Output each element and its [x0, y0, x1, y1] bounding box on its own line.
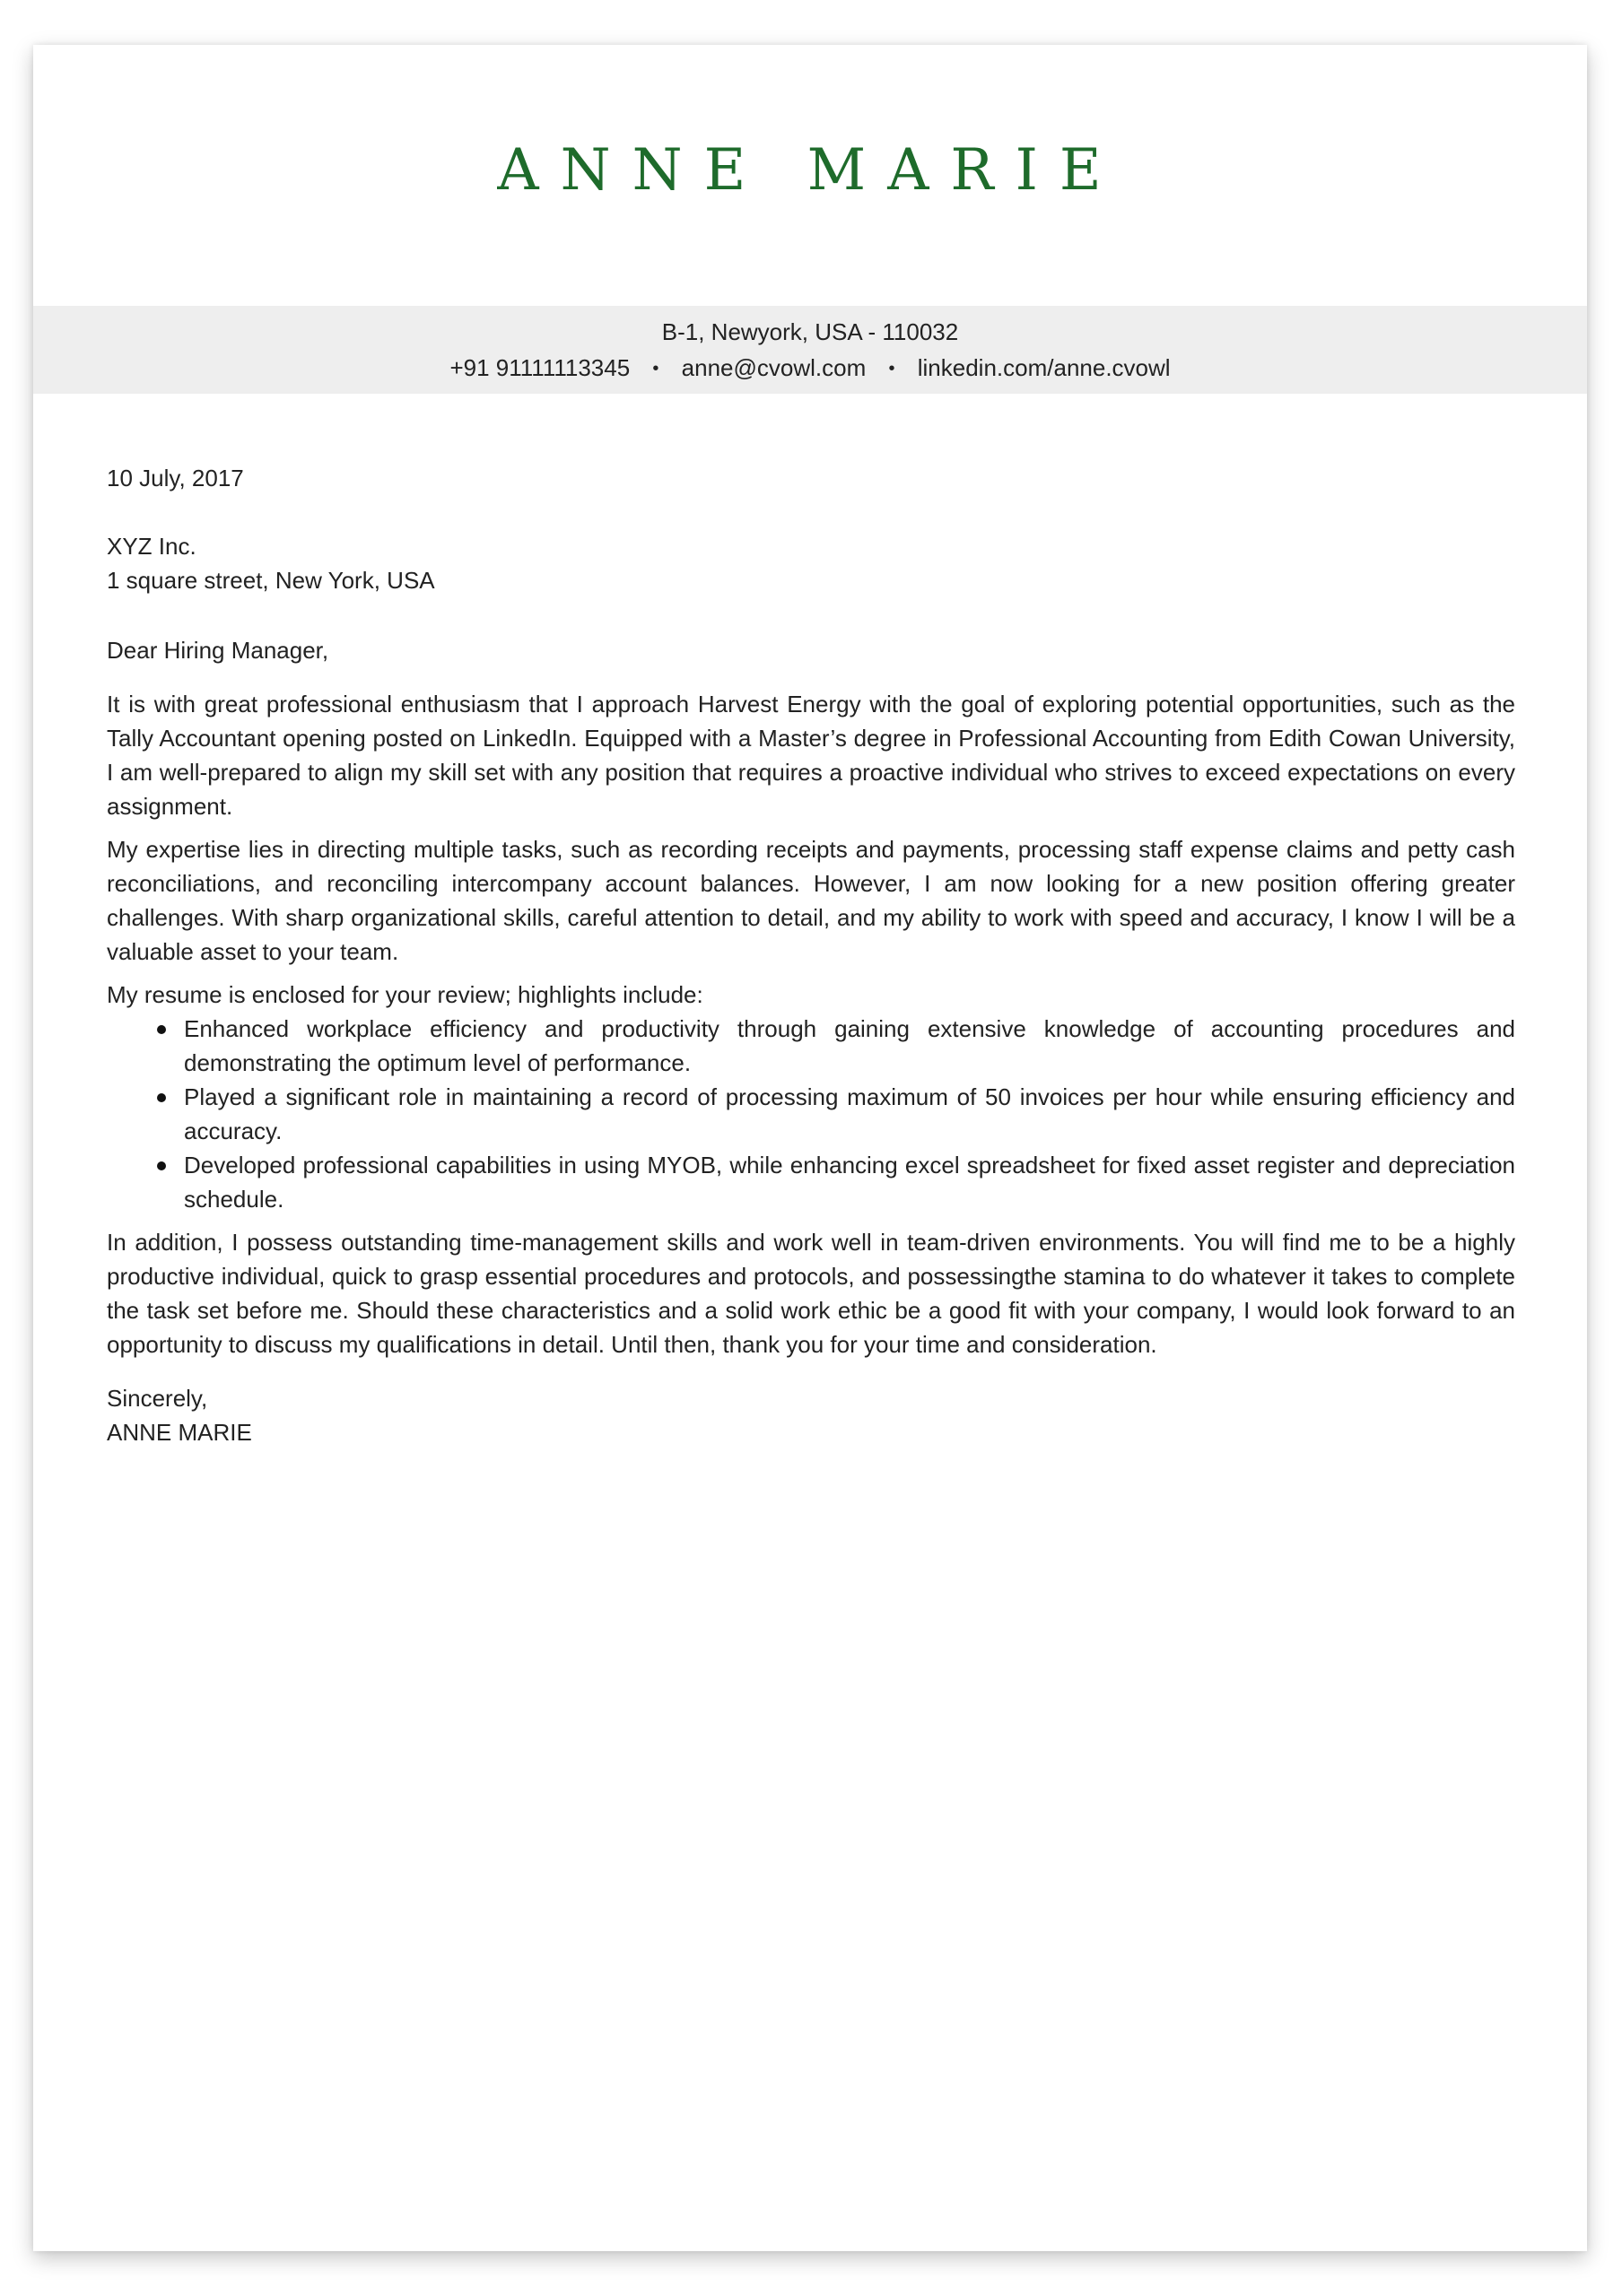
contact-line	[33, 351, 1587, 386]
letter-body	[107, 687, 1515, 1449]
list-item	[184, 1012, 1515, 1080]
paragraph: My expertise lies in directing multiple tasks, such as recording receipts and payments, processing staff expense claims and petty cash reconciliations, and reconciling intercompany account balances. However, I am now looking for a new position offering greater challenges. With sharp organizational skills, careful attention to detail, and my ability to work with speed and accuracy, I know I will be a valuable asset to your team.	[107, 836, 1515, 965]
letter-date: 10 July, 2017	[107, 465, 244, 491]
recipient-address: 1 square street, New York, USA	[107, 567, 435, 594]
highlights-list	[107, 1012, 1515, 1216]
contact-address: B-1, Newyork, USA - 110032	[661, 318, 959, 345]
list-item-text: Developed professional capabilities in using MYOB, while enhancing excel spreadsheet for fixed asset register and depreciation schedule.	[184, 1152, 1515, 1213]
applicant-name: ANNE MARIE	[497, 137, 1123, 204]
recipient-company: XYZ Inc.	[107, 533, 196, 560]
contact-phone: +91 91111113345	[449, 354, 631, 381]
closing-block	[107, 1381, 1515, 1449]
bullet-icon	[157, 1025, 166, 1034]
bullet-icon	[157, 1161, 166, 1170]
letter-page	[33, 45, 1587, 2251]
bullet-separator: •	[652, 359, 659, 378]
bullet-separator: •	[888, 359, 895, 378]
paragraph: In addition, I possess outstanding time-management skills and work well in team-driven environments. You will find me to be a highly productive individual, quick to grasp essential procedures and protocols, and possessingthe stamina to do whatever it takes to complete the task set before me. Should these characteristics and a solid work ethic be a good fit with your company, I would look forward to an opportunity to discuss my qualifications in detail. Until then, thank you for your time and consideration.	[107, 1229, 1515, 1358]
recipient-block	[107, 529, 1515, 597]
list-item	[184, 1080, 1515, 1148]
list-item	[184, 1148, 1515, 1216]
list-item-text: Enhanced workplace efficiency and productivity through gaining extensive knowledge of accounting procedures and demonstrating the optimum level of performance.	[184, 1015, 1515, 1076]
signature: ANNE MARIE	[107, 1419, 252, 1446]
salutation: Dear Hiring Manager,	[107, 637, 329, 664]
paragraph: My resume is enclosed for your review; highlights include:	[107, 981, 703, 1008]
closing: Sincerely,	[107, 1385, 208, 1412]
bullet-icon	[157, 1093, 166, 1102]
contact-email: anne@cvowl.com	[681, 354, 867, 381]
contact-band	[33, 306, 1587, 394]
paragraph: It is with great professional enthusiasm that I approach Harvest Energy with the goal of exploring potential opportunities, such as the Tally Accountant opening posted on LinkedIn. Equipped with a Master’s degree in Professional Accounting from Edith Cowan University, I am well-prepared to align my skill set with any position that requires a proactive individual who strives to exceed expectations on every assignment.	[107, 691, 1515, 820]
contact-linkedin: linkedin.com/anne.cvowl	[917, 354, 1171, 381]
list-item-text: Played a significant role in maintaining a record of processing maximum of 50 invoices per hour while ensuring efficiency and accuracy.	[184, 1083, 1515, 1144]
